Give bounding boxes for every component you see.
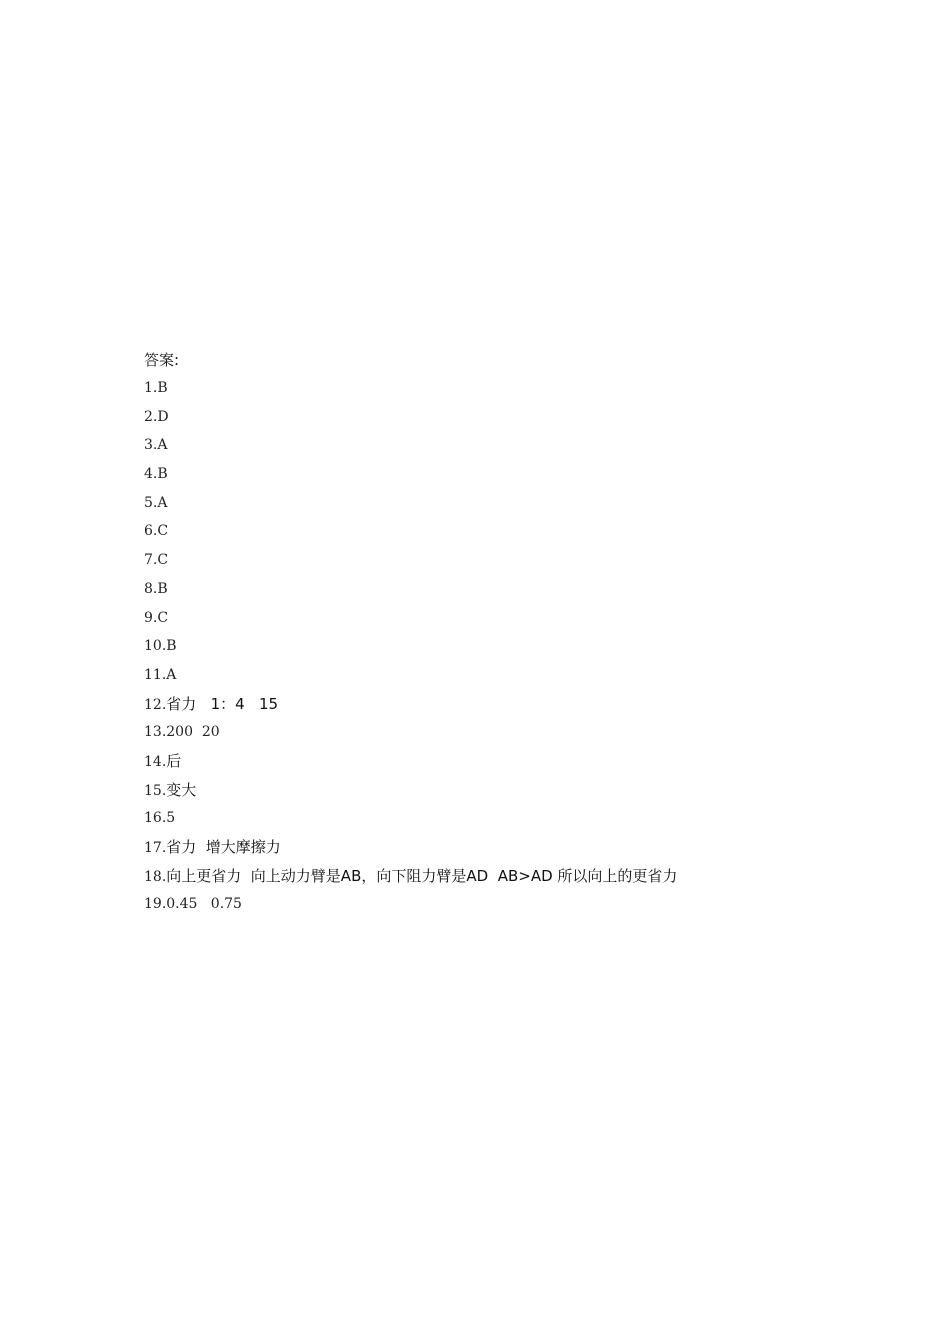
answer-number: 8. [144,580,158,597]
answer-text: C [157,609,169,626]
answer-text: 后 [166,751,182,770]
answer-text: B [157,380,168,396]
answer-text: 向上更省力 向上动力臂是AB，向下阻力臂是AD AB>AD 所以向上的更省力 [166,866,678,885]
answer-number: 18. [144,868,167,885]
answer-number: 9. [144,609,158,626]
answer-item [144,718,844,747]
answer-item [144,431,844,460]
answer-text: 变大 [166,780,197,799]
answer-text: B [166,638,177,655]
answer-text: 200 20 [166,724,220,741]
answer-text: C [157,552,169,569]
answer-text: 省力 增大摩擦力 [166,838,281,856]
answer-item [144,833,844,862]
answer-number: 19. [144,896,167,913]
answer-number: 11. [144,666,167,683]
answer-text: 省力 1：4 15 [166,694,279,713]
answer-number: 3. [144,437,158,454]
answer-item [144,374,844,403]
answer-item [144,403,844,432]
answer-item [144,460,844,489]
answer-item [144,776,844,805]
answer-item [144,575,844,604]
answer-number: 15. [144,782,167,799]
answer-text: 0.45 0.75 [166,896,242,913]
answer-number: 2. [144,408,158,425]
answer-text: B [157,580,168,597]
answer-number: 6. [144,523,158,540]
answer-item [144,661,844,690]
answer-item [144,604,844,633]
answer-list [144,346,844,919]
answer-item [144,517,844,546]
answer-item [144,747,844,776]
answer-text: A [166,666,177,683]
answer-text: A [157,437,168,454]
answer-number: 13. [144,724,167,741]
answer-number: 1. [144,380,158,396]
answer-item [144,489,844,518]
answer-number: 14. [144,753,167,770]
answer-item [144,632,844,661]
answer-text: 5 [166,810,176,827]
answer-text: B [157,466,168,483]
answer-text: C [157,523,169,540]
answer-number: 16. [144,810,167,827]
answer-text: D [157,408,169,425]
answer-item [144,690,844,719]
answer-number: 4. [144,466,158,483]
answers-heading: 答案: [144,351,180,369]
answer-item [144,890,844,919]
answer-item [144,546,844,575]
answer-number: 5. [144,494,158,511]
answer-number: 17. [144,840,167,856]
answer-item [144,862,844,891]
answer-number: 10. [144,638,167,655]
answer-rows [144,374,844,919]
answer-number: 7. [144,552,158,569]
answer-text: A [157,494,168,511]
answer-number: 12. [144,696,167,713]
answer-item [144,804,844,833]
